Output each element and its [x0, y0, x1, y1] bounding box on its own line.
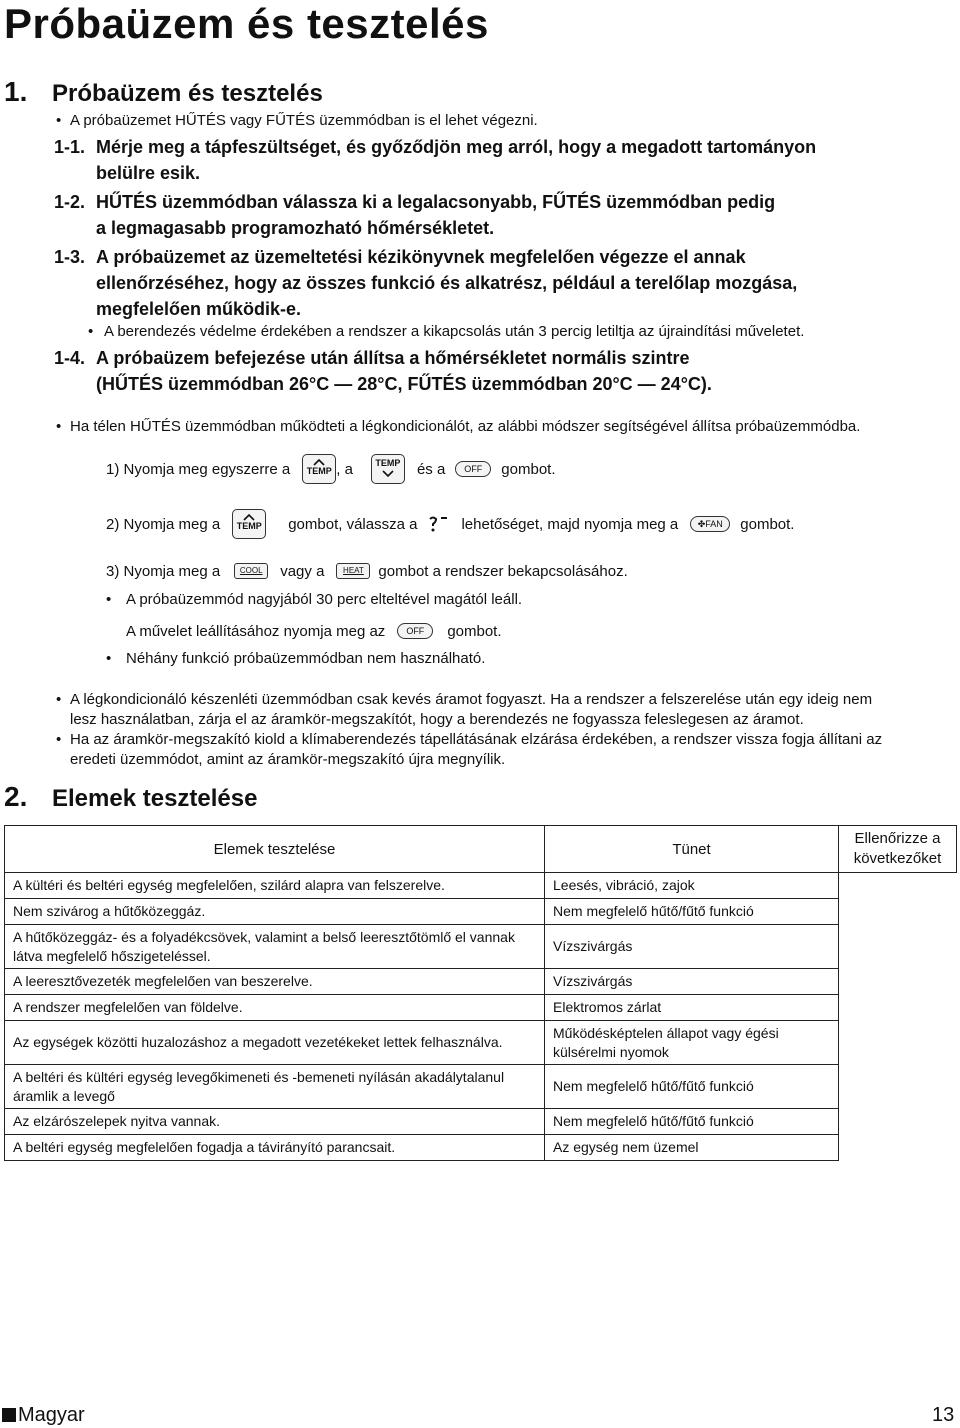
step-1-3: 1-3. A próbaüzemet az üzemeltetési kézikönyvnek megfelelően végezze el annak ellenőrzéséhez, hogy az összes funkció és alkatrész, például a terelőlap mozgása, megfelelően működik-e. [54, 247, 798, 319]
test-items-table [4, 825, 957, 1161]
table-cell-item: Nem szivárog a hűtőközeggáz. [5, 899, 545, 925]
bullet-icon: • [56, 112, 62, 129]
bullet-icon: • [56, 691, 62, 708]
stop-instruction: A művelet leállításához nyomja meg az OFF gombot. [126, 622, 502, 640]
table-row [5, 1135, 957, 1161]
table-cell-item: A leeresztővezeték megfelelően van beszerelve. [5, 969, 545, 995]
off-button[interactable]: OFF [455, 461, 491, 477]
header-items: Elemek tesztelése [5, 826, 545, 873]
fan-button[interactable]: ✤FAN [690, 516, 730, 532]
table-cell-check[interactable] [839, 969, 957, 995]
table-cell-item: A rendszer megfelelően van földelve. [5, 995, 545, 1021]
temp-down-button[interactable]: TEMP [371, 454, 405, 484]
footer-language: Magyar [2, 1404, 85, 1427]
table-cell-symptom: Nem megfelelő hűtő/fűtő funkció [545, 1065, 839, 1109]
bullet-icon: • [88, 323, 94, 340]
table-cell-symptom: Elektromos zárlat [545, 995, 839, 1021]
square-icon [2, 1408, 16, 1422]
table-cell-item: A hűtőközeggáz- és a folyadékcsövek, valamint a belső leeresztőtömlő el vannak látva megfelelő hőszigeteléssel. [5, 925, 545, 969]
cool-button[interactable]: COOL [234, 563, 268, 579]
chevron-down-icon [382, 470, 394, 477]
temp-up-button[interactable]: TEMP [302, 454, 336, 484]
winter-note: • Ha télen HŰTÉS üzemmódban működteti a légkondicionálót, az alábbi módszer segítségével állítsa próbaüzemmódba. [56, 418, 861, 435]
table-cell-symptom: Nem megfelelő hűtő/fűtő funkció [545, 1109, 839, 1135]
table-cell-item: A kültéri és beltéri egység megfelelően, szilárd alapra van felszerelve. [5, 873, 545, 899]
page-title: Próbaüzem és tesztelés [4, 0, 489, 47]
instruction-2: 2) Nyomja meg a TEMP gombot, válassza a lehetőséget, majd nyomja meg a ✤FAN gombot. [106, 508, 794, 540]
table-cell-check[interactable] [839, 1109, 957, 1135]
table-cell-check[interactable] [839, 995, 957, 1021]
table-row [5, 1021, 957, 1065]
table-cell-symptom: Működésképtelen állapot vagy égési külsérelmi nyomok [545, 1021, 839, 1065]
section-2-number: 2. [4, 781, 28, 812]
bullet-icon: • [56, 418, 62, 435]
step-1-4: 1-4. A próbaüzem befejezése után állítsa a hőmérsékletet normális szintre (HŰTÉS üzemmódban 26°C — 28°C, FŰTÉS üzemmódban 20°C — 24°C). [54, 348, 712, 394]
section-1-number: 1. [4, 76, 28, 107]
breaker-note: • Ha az áramkör-megszakító kiold a klímaberendezés tápellátásának elzárása érdekében, a rendszer vissza fogja állítani az eredeti üzemmódot, amint az áramkör-megszakító újra megnyílik. [56, 731, 883, 768]
auto-stop-note: • A próbaüzemmód nagyjából 30 perc elteltével magától leáll. [106, 591, 523, 608]
table-cell-item: A beltéri és kültéri egység levegőkimeneti és -bemeneti nyílásán akadálytalanul áramlik a levegő [5, 1065, 545, 1109]
section-2-title: Elemek tesztelése [52, 785, 258, 812]
chevron-up-icon [243, 514, 255, 521]
protection-note: • A berendezés védelme érdekében a rendszer a kikapcsolás után 3 percig letiltja az újraindítási műveletet. [88, 323, 805, 340]
functions-note: • Néhány funkció próbaüzemmódban nem használható. [106, 650, 486, 667]
table-cell-item: Az egységek közötti huzalozáshoz a megadott vezetékeket lettek felhasználva. [5, 1021, 545, 1065]
table-row [5, 995, 957, 1021]
table-header-row [5, 826, 957, 873]
section-1-heading [4, 76, 323, 108]
table-row [5, 925, 957, 969]
header-symptom: Tünet [545, 826, 839, 873]
table-cell-check[interactable] [839, 873, 957, 899]
table-cell-check[interactable] [839, 899, 957, 925]
table-cell-item: A beltéri egység megfelelően fogadja a távirányító parancsait. [5, 1135, 545, 1161]
instruction-1: 1) Nyomja meg egyszerre a TEMP , a TEMP és a OFF gombot. [106, 453, 556, 485]
intro-bullet: • A próbaüzemet HŰTÉS vagy FŰTÉS üzemmódban is el lehet végezni. [56, 112, 538, 129]
table-row [5, 899, 957, 925]
step-1-2: 1-2. HŰTÉS üzemmódban válassza ki a legalacsonyabb, FŰTÉS üzemmódban pedig a legmagasabb programozható hőmérsékletet. [54, 192, 776, 238]
table-cell-symptom: Vízszivárgás [545, 925, 839, 969]
table-cell-symptom: Vízszivárgás [545, 969, 839, 995]
table-row [5, 969, 957, 995]
chevron-up-icon [313, 459, 325, 466]
test-mode-symbol-icon [427, 515, 451, 533]
bullet-icon: • [106, 591, 112, 608]
step-1-1: 1-1. Mérje meg a tápfeszültséget, és győződjön meg arról, hogy a megadott tartományon belülre esik. [54, 137, 817, 183]
standby-note: • A légkondicionáló készenléti üzemmódban csak kevés áramot fogyaszt. Ha a rendszer a felszerelése után egy ideig nem lesz használatban, zárja el az áramkör-megszakítót, hogy a berendezés ne fogyassza feleslegesen az áramot. [56, 691, 873, 728]
section-2-heading [4, 781, 257, 813]
table-cell-symptom: Leesés, vibráció, zajok [545, 873, 839, 899]
off-button-2[interactable]: OFF [397, 623, 433, 639]
instruction-3: 3) Nyomja meg a COOL vagy a HEAT gombot a rendszer bekapcsolásához. [106, 562, 628, 580]
table-cell-symptom: Nem megfelelő hűtő/fűtő funkció [545, 899, 839, 925]
heat-button[interactable]: HEAT [336, 563, 370, 579]
header-check: Ellenőrizze a következőket [839, 826, 957, 873]
section-1-title: Próbaüzem és tesztelés [52, 80, 323, 107]
table-cell-symptom: Az egység nem üzemel [545, 1135, 839, 1161]
fan-icon: ✤ [697, 519, 706, 529]
temp-up-button-2[interactable]: TEMP [232, 509, 266, 539]
table-row [5, 873, 957, 899]
table-cell-item: Az elzárószelepek nyitva vannak. [5, 1109, 545, 1135]
bullet-icon: • [56, 731, 62, 748]
bullet-icon: • [106, 650, 112, 667]
page-number: 13 [932, 1404, 955, 1426]
table-row [5, 1065, 957, 1109]
table-cell-check[interactable] [839, 1065, 957, 1109]
table-cell-check[interactable] [839, 1021, 957, 1065]
table-cell-check[interactable] [839, 1135, 957, 1161]
table-row [5, 1109, 957, 1135]
table-cell-check[interactable] [839, 925, 957, 969]
